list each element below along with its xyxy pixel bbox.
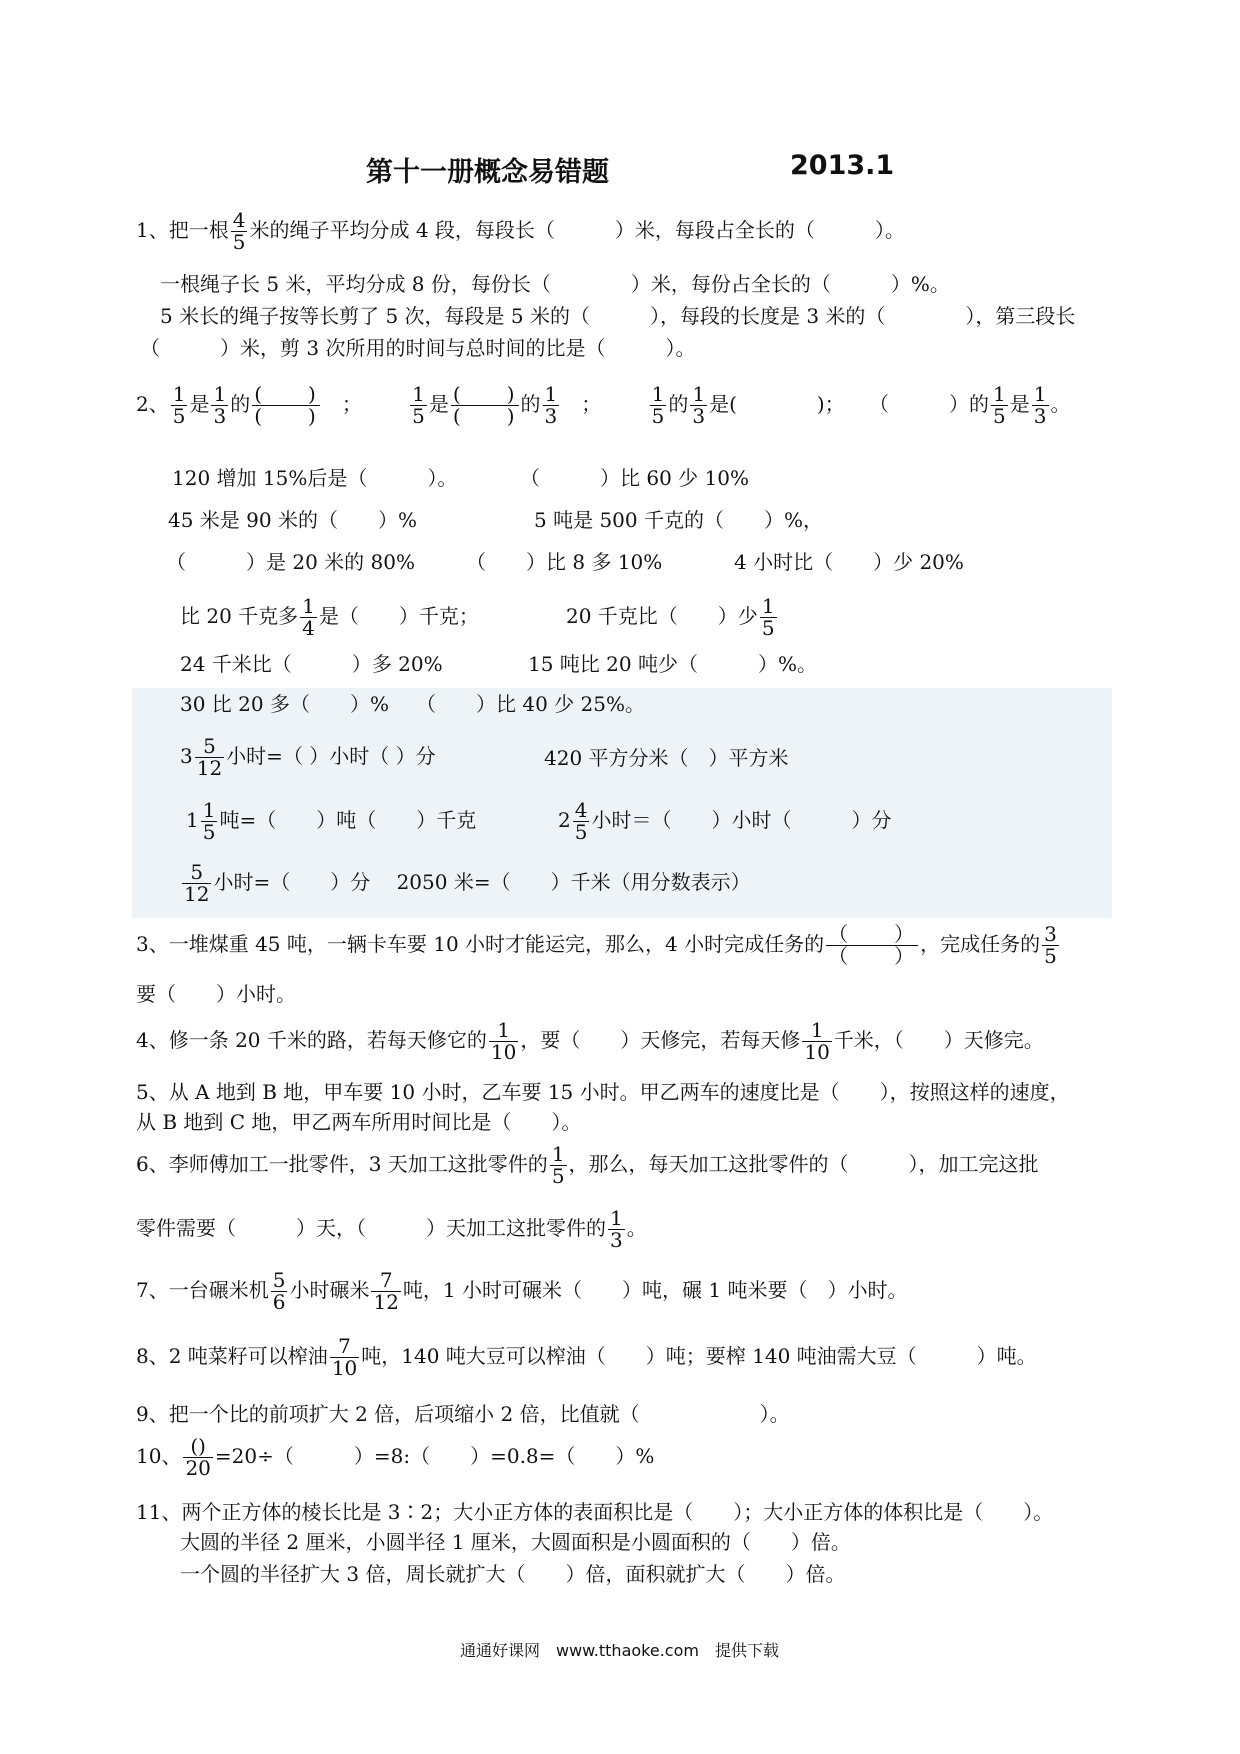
fraction: $\frac{1}{5}$: [651, 382, 665, 428]
q1-line-c: 5 米长的绳子按等长剪了 5 次，每段是 5 米的（ ），每段的长度是 3 米的（ ），第三段长: [160, 304, 1076, 328]
q2-row7-b: 420 平方分米（ ）平方米: [544, 746, 789, 770]
fraction: $\frac{4}{5}$: [232, 208, 246, 254]
blank-fraction: $\frac{( )}{( )}$: [828, 922, 917, 968]
q11-line-b: 大圆的半径 2 厘米，小圆半径 1 厘米，大圆面积是小圆面积的（ ）倍。: [180, 1530, 851, 1554]
q7-line: 7、一台碾米机 $\frac{5}{6}$ 小时碾米 $\frac{7}{12}$ 吨，1 小时可碾米（ ）吨，碾 1 吨米要（ ）小时。: [136, 1268, 908, 1314]
fraction: $\frac{1}{10}$: [804, 1018, 830, 1064]
fraction: $\frac{7}{12}$: [373, 1268, 399, 1314]
q5-line-a: 5、从 A 地到 B 地，甲车要 10 小时，乙车要 15 小时。甲乙两车的速度比是（ ），按照这样的速度，: [136, 1080, 1070, 1104]
page-date: 2013.1: [790, 150, 895, 181]
q2-row5-a: 24 千米比（ ）多 20%: [180, 652, 443, 676]
fraction: $\frac{1}{5}$: [761, 594, 775, 640]
q8-line: 8、2 吨菜籽可以榨油 $\frac{7}{10}$ 吨，140 吨大豆可以榨油（ ）吨；要榨 140 吨油需大豆（ ）吨。: [136, 1334, 1037, 1380]
q11-line-c: 一个圆的半径扩大 3 倍，周长就扩大（ ）倍，面积就扩大（ ）倍。: [180, 1562, 846, 1586]
footer-credit: 通通好课网 www.tthaoke.com 提供下载: [460, 1641, 779, 1660]
q1-line-a: 1、把一根 $\frac{4}{5}$ 米的绳子平均分成 4 段，每段长（ ）米，每段占全长的（ ）。: [136, 208, 905, 254]
q3-line-b: 要（ ）小时。: [136, 982, 296, 1006]
q2-row1-a: 120 增加 15%后是（ ）。: [172, 466, 458, 490]
fraction: $\frac{1}{5}$: [551, 1142, 565, 1188]
q1-line-d: （ ）米，剪 3 次所用的时间与总时间的比是（ ）。: [140, 336, 696, 360]
fraction: $\frac{1}{4}$: [302, 594, 315, 640]
q4-line: 4、修一条 20 千米的路，若每天修它的 $\frac{1}{10}$ ，要（ ）天修完，若每天修 $\frac{1}{10}$ 千米，（ ）天修完。: [136, 1018, 1044, 1064]
q9-line: 9、把一个比的前项扩大 2 倍，后项缩小 2 倍，比值就（ ）。: [136, 1402, 790, 1426]
q2-row6-a: 30 比 20 多（ ）%: [180, 692, 389, 716]
fraction: $\frac{1}{10}$: [490, 1018, 517, 1064]
fraction: $\frac{1}{3}$: [1033, 382, 1047, 428]
q6-line-a: 6、李师傅加工一批零件，3 天加工这批零件的 $\frac{1}{5}$ ，那么，每天加工这批零件的（ ），加工完这批: [136, 1142, 1039, 1188]
q5-line-b: 从 B 地到 C 地，甲乙两车所用时间比是（ ）。: [136, 1110, 582, 1134]
fraction: $\frac{7}{10}$: [331, 1334, 358, 1380]
q11-line-a: 11、两个正方体的棱长比是 3∶2；大小正方体的表面积比是（ ）；大小正方体的体积比是（ ）。: [136, 1500, 1054, 1524]
q2-row3-a: （ ）是 20 米的 80%: [166, 550, 415, 574]
fraction: $\frac{1}{5}$: [202, 798, 216, 844]
fraction: $\frac{5}{12}$: [196, 734, 223, 780]
q2-row1-b: （ ）比 60 少 10%: [520, 466, 749, 490]
q2-fraction-row: 2、 $\frac{1}{5}$ 是 $\frac{1}{3}$ 的 $\frac{( )}{( )}$ ； $\frac{1}{5}$ 是 $\frac{( )}{( )}$ 的 $\frac{1}{3}$ ； $\frac{1}{5}$ 的 $\frac{1}{3}$ 是( )； （ ）的 $\frac{1}{5}$ 是 $\frac{1}{3}$ 。: [136, 382, 1071, 428]
q1-line-b: 一根绳子长 5 米，平均分成 8 份，每份长（ ）米，每份占全长的（ ）%。: [160, 272, 950, 296]
blank-fraction: $\frac{( )}{( )}$: [452, 382, 517, 428]
q2-row2-a: 45 米是 90 米的（ ）%: [168, 508, 417, 532]
q2-row6-b: （ ）比 40 少 25%。: [416, 692, 645, 716]
fraction: $\frac{()}{20}$: [185, 1434, 211, 1480]
q2-row5-b: 15 吨比 20 吨少（ ）%。: [528, 652, 817, 676]
q10-line: 10、 $\frac{()}{20}$ =20÷（ ）=8:（ ）=0.8=（ ）%: [136, 1434, 655, 1480]
q2-row3-b: （ ）比 8 多 10%: [466, 550, 663, 574]
q2-row7-a: 3 $\frac{5}{12}$ 小时=（ ）小时（ ）分: [180, 734, 436, 780]
fraction: $\frac{1}{3}$: [213, 382, 227, 428]
q2-row9: $\frac{5}{12}$ 小时=（ ）分 2050 米=（ ）千米（用分数表示）: [184, 860, 751, 906]
q3-line-a: 3、一堆煤重 45 吨，一辆卡车要 10 小时才能运完，那么，4 小时完成任务的 $\frac{( )}{( )}$ ，完成任务的 $\frac{3}{5}$: [136, 922, 1057, 968]
fraction: $\frac{1}{3}$: [544, 382, 558, 428]
fraction: $\frac{3}{5}$: [1044, 922, 1057, 968]
fraction: $\frac{1}{3}$: [610, 1206, 623, 1252]
q2-row8-b: 2 $\frac{4}{5}$ 小时＝（ ）小时（ ）分: [558, 798, 892, 844]
fraction: $\frac{5}{12}$: [184, 860, 210, 906]
blank-fraction: $\frac{( )}{( )}$: [254, 382, 318, 428]
q2-row2-b: 5 吨是 500 千克的（ ）%，: [534, 508, 823, 532]
q2-row4-a: 比 20 千克多 $\frac{1}{4}$ 是（ ）千克；: [180, 594, 479, 640]
fraction: $\frac{1}{5}$: [412, 382, 425, 428]
q6-line-b: 零件需要（ ）天，（ ）天加工这批零件的 $\frac{1}{3}$ 。: [136, 1206, 647, 1252]
fraction: $\frac{4}{5}$: [574, 798, 588, 844]
fraction: $\frac{1}{5}$: [172, 382, 186, 428]
fraction: $\frac{1}{5}$: [993, 382, 1006, 428]
q2-row4-b: 20 千克比（ ）少 $\frac{1}{5}$: [566, 594, 775, 640]
page-title: 第十一册概念易错题: [366, 157, 609, 188]
fraction: $\frac{1}{3}$: [692, 382, 706, 428]
q2-row3-c: 4 小时比（ ）少 20%: [734, 550, 964, 574]
q2-row8-a: 1 $\frac{1}{5}$ 吨=（ ）吨（ ）千克: [186, 798, 477, 844]
fraction: $\frac{5}{6}$: [272, 1268, 286, 1314]
